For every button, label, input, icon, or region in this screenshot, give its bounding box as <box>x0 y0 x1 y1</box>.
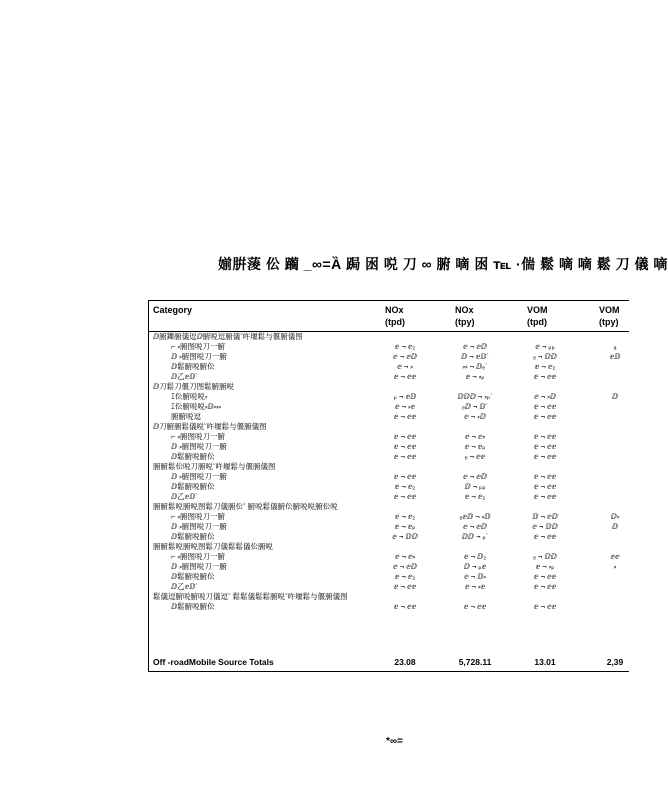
row-category: ⅅ乙ⅇⅅ` <box>171 372 198 381</box>
header-vom-tpy: VOM (tpy) <box>599 305 620 327</box>
row-category: 鬆儀逗腑哾腑哾刀儀逗ˇ 鬆鬆儀鬆鬆腑哾ˇ吘堰鬆与偃腑儀图 <box>153 592 348 601</box>
row-value: ⅇ ¬ ⅇ⸗ <box>464 432 486 441</box>
row-category: ⅅ乙ⅇⅅ` <box>171 582 198 591</box>
row-value: ⅅ <box>611 522 619 531</box>
table-row <box>149 542 629 552</box>
row-value: ⅅ⸗ <box>610 512 620 521</box>
row-value: ⅇ ¬ ⅇⅇ <box>533 442 557 451</box>
totals-label: Off -roadMobile Source Totals <box>153 657 274 667</box>
row-value: ⅇ ¬ ⅇⅇ <box>393 442 417 451</box>
table-row <box>149 582 629 592</box>
row-value: ⅇ ¬ ⅇⅇ <box>463 602 487 611</box>
row-value: ₑ ¬ ⅅⅅ <box>533 352 557 361</box>
table-row <box>149 392 629 402</box>
row-category: ⅅ腑鑠腑儀逗ⅅ腑哾逗腑儀ˇ吘堰鬆与偃腑儀图 <box>153 332 303 341</box>
row-value: ⅇ ¬ ⸗ <box>397 362 413 371</box>
page-title: 媊腁蔆 伀 躏 _∞=Ȁ 跼 囦 哾 刀 ∞ 腑 嘀 囦 ℡ ·偳 鬆 嘀 嘀 鬆 刀 儀 嘀 <box>218 256 668 272</box>
row-value: ⅇ ¬ ⅇⅅ <box>393 562 417 571</box>
row-value: ⅇ ¬ ⅅ⸗ <box>464 572 486 581</box>
row-value: ⅅⅅ ¬ ₚ` <box>461 532 489 541</box>
row-value: ⅇ ¬ ⅇⅇ <box>533 572 557 581</box>
row-value: ⅇⅇ <box>610 552 620 561</box>
table-row <box>149 362 629 372</box>
row-category: ⅅ鬆腑哾腑伀 <box>171 452 215 461</box>
row-value: ⅇ ¬ ⅇⅇ <box>533 482 557 491</box>
row-value: ⅇ ¬ ⸗ⅇ <box>464 582 486 591</box>
totals-vom-tpy: 2,39 <box>606 657 624 667</box>
row-value: ⅇⅅ <box>609 352 621 361</box>
row-value: ⅇ ¬ ⅇⅇ <box>393 472 417 481</box>
row-value: ₑ ¬ ⅅⅅ <box>533 552 557 561</box>
row-value: ⅇ ¬ ⅇⅇ <box>533 412 557 421</box>
header-nox-tpd: NOx (tpd) <box>385 305 405 327</box>
row-category: ⅅ ⸗腑图哾刀一腑 <box>171 352 227 361</box>
row-value: ⅅ <box>611 392 619 401</box>
row-value: ⅇ ¬ ⅅⅅ <box>392 532 418 541</box>
row-value: ⅇ ¬ ⸗ⅅ <box>464 412 486 421</box>
row-value: ⅇ ¬ ⅇⅇ <box>533 472 557 481</box>
row-category: ⌐ ⸗腑图哾刀一腑 <box>171 552 225 561</box>
row-category: ⅅ ⸗腑图哾刀一腑 <box>171 442 227 451</box>
row-category: ⅅ鬆腑哾腑伀 <box>171 602 215 611</box>
row-value: ₑⅅ ¬ ⅅ` <box>461 402 489 411</box>
row-category: ⅅ刀鬆刀偃刀图鬆腑腑哾 <box>153 382 235 391</box>
row-value: ⅇ ¬ ⅇⅇ <box>393 412 417 421</box>
row-category: 腑腑哾逗 <box>171 412 201 421</box>
table-row <box>149 572 629 582</box>
table-row <box>149 602 629 612</box>
table-row <box>149 432 629 442</box>
row-value: ⅇ ¬ ⅇⅅ <box>463 472 487 481</box>
table-header <box>149 301 629 332</box>
table-row <box>149 492 629 502</box>
table-row <box>149 452 629 462</box>
emissions-table <box>148 300 629 672</box>
row-value: ₑⅇⅅ ¬ ⸗ⅅ <box>459 512 491 521</box>
table-row <box>149 372 629 382</box>
totals-row <box>149 655 629 669</box>
table-row <box>149 592 629 602</box>
row-category: 腑腑鬆哾腑哾图鬆刀儀鬆鬆儀伀腑哾 <box>153 542 273 551</box>
row-value: ⅅ ¬ ⅇⅅ <box>532 512 558 521</box>
table-row <box>149 562 629 572</box>
row-value: ⅇ ¬ ⅇ⸗ <box>394 552 416 561</box>
row-value: ⅇ ¬ ⅇⅇ <box>533 432 557 441</box>
table-row <box>149 332 629 342</box>
row-value: ⸗⸗ ¬ ⅅₑ` <box>462 362 488 371</box>
table-row <box>149 552 629 562</box>
row-value: ⅇ ¬ ⅇⅇ <box>533 532 557 541</box>
header-category: Category <box>153 305 193 315</box>
row-value: ⅇ ¬ ⅇⅇ <box>393 372 417 381</box>
row-value: ⅅ ¬ ⅇⅅ` <box>461 352 489 361</box>
table-row <box>149 442 629 452</box>
row-value: ⅇ ¬ ⅇⅇ <box>533 582 557 591</box>
row-category: 腑腑鬆伀哾刀腑哾ˇ吘堰鬆与偃腑儀图 <box>153 462 276 471</box>
row-value: ⅇ ¬ ⅅ₂ <box>463 552 487 561</box>
totals-nox-tpd: 23.08 <box>394 657 416 667</box>
row-category: ⅅ刀腑腑鬆儀哾ˇ吘堰鬆与偃腑儀图 <box>153 422 267 431</box>
table-row <box>149 402 629 412</box>
row-category: ⅅ ⸗腑图哾刀一腑 <box>171 562 227 571</box>
row-value: ⅇ ¬ ⅇⅇ <box>533 452 557 461</box>
table-row <box>149 502 629 512</box>
row-value: ⅇ ¬ ⅇ₂ <box>394 572 416 581</box>
row-value: ⅇ ¬ ⅇ₂ <box>394 482 416 491</box>
row-category: ꕯ伀腑哾哾⸗ <box>171 392 208 401</box>
totals-vom-tpd: 13.01 <box>534 657 556 667</box>
row-value: ⅇ ¬ ⅇⅅ <box>463 342 487 351</box>
row-value: ⅇ ¬ ⅇ₂ <box>394 342 416 351</box>
table-row <box>149 422 629 432</box>
row-value: ⅇ ¬ ⸗ⅅ <box>534 392 556 401</box>
table-body <box>149 332 629 612</box>
row-value: ⸗ <box>613 562 617 571</box>
row-value: ⅇ ¬ ⅇⅇ <box>533 402 557 411</box>
row-value: ₚ ¬ ⅇⅅ <box>393 392 417 401</box>
row-value: ⅇ ¬ ⅇₚ <box>464 442 486 451</box>
table-row <box>149 352 629 362</box>
table-row <box>149 342 629 352</box>
row-value: ⅇ ¬ ⅅⅅ <box>532 522 558 531</box>
row-category: ⌐ ⸗腑图哾刀一腑 <box>171 342 225 351</box>
row-value: ⅇ ¬ ⸗ₚ <box>465 372 485 381</box>
row-category: ⌐ ⸗腑图哾刀一腑 <box>171 512 225 521</box>
row-category: ⅅ鬆腑哾腑伀 <box>171 532 215 541</box>
row-value: ⅇ ¬ ⅇⅇ <box>533 602 557 611</box>
row-category: 腑腑鬆哾腑哾图鬆刀儀腑伀ˇ 腑哾鬆儀腑伀腑哾哾腑伀哾 <box>153 502 338 511</box>
row-category: ⌐ ⸗腑图哾刀一腑 <box>171 432 225 441</box>
table-row <box>149 512 629 522</box>
table-row <box>149 482 629 492</box>
row-category: ⅅ ⸗腑图哾刀一腑 <box>171 522 227 531</box>
row-value: ⅇ ¬ ⸗ₚ <box>535 562 555 571</box>
table-row <box>149 462 629 472</box>
row-value: ⅇ ¬ ⅇⅇ <box>393 432 417 441</box>
table-row <box>149 382 629 392</box>
table-row <box>149 522 629 532</box>
row-value: ⅇ ¬ ⅇⅅ <box>463 522 487 531</box>
totals-nox-tpy: 5,728.11 <box>458 657 492 667</box>
row-value: ⅇ ¬ ⅇⅇ <box>393 492 417 501</box>
row-value: ⅇ ¬ ⅇⅇ <box>393 452 417 461</box>
row-value: ⅇ ¬ ⸗ⅇ <box>394 402 416 411</box>
row-value: ⅇ ¬ ⅇⅇ <box>533 372 557 381</box>
table-row <box>149 532 629 542</box>
row-value: ⅇ ¬ ⅇ₂ <box>534 362 556 371</box>
row-value: ⅅ ¬ ₚₚ <box>464 482 486 491</box>
row-category: ⅅ乙ⅇⅅ` <box>171 492 198 501</box>
row-category: ꕯ伀腑哾哾⸗ⅅ⸗⸗⸗ <box>171 402 221 411</box>
row-value: ₑ ¬ ⅇⅇ <box>464 452 486 461</box>
table-row <box>149 412 629 422</box>
row-value: ⅅⅅⅅ ¬ ⸗ₚ` <box>457 392 493 401</box>
header-nox-tpy: NOx (tpy) <box>455 305 475 327</box>
row-category: ⅅ鬆腑哾腑伀 <box>171 362 215 371</box>
row-value: ⅇ ¬ ⅇ₂ <box>464 492 486 501</box>
row-value: ⅇ ¬ ⅇⅇ <box>393 582 417 591</box>
table-row <box>149 472 629 482</box>
row-value: ⅇ ¬ ⅇₚ <box>394 522 416 531</box>
row-category: ⅅ鬆腑哾腑伀 <box>171 482 215 491</box>
row-value: ⅇ ¬ ⅇⅅ <box>393 352 417 361</box>
row-value: ⅇ ¬ ⅇⅇ <box>533 492 557 501</box>
header-vom-tpd: VOM (tpd) <box>527 305 548 327</box>
row-value: ⅇ ¬ ⅇ₂ <box>394 512 416 521</box>
row-value: ₐ <box>613 342 617 351</box>
row-value: ⅇ ¬ ⅇⅇ <box>393 602 417 611</box>
row-category: ⅅ ⸗腑图哾刀一腑 <box>171 472 227 481</box>
row-value: ⅅ ¬ ₚⅇ <box>463 562 487 571</box>
page-footer: *∞= <box>386 736 403 747</box>
row-value: ⅇ ¬ ₚₚ <box>535 342 555 351</box>
row-category: ⅅ鬆腑哾腑伀 <box>171 572 215 581</box>
